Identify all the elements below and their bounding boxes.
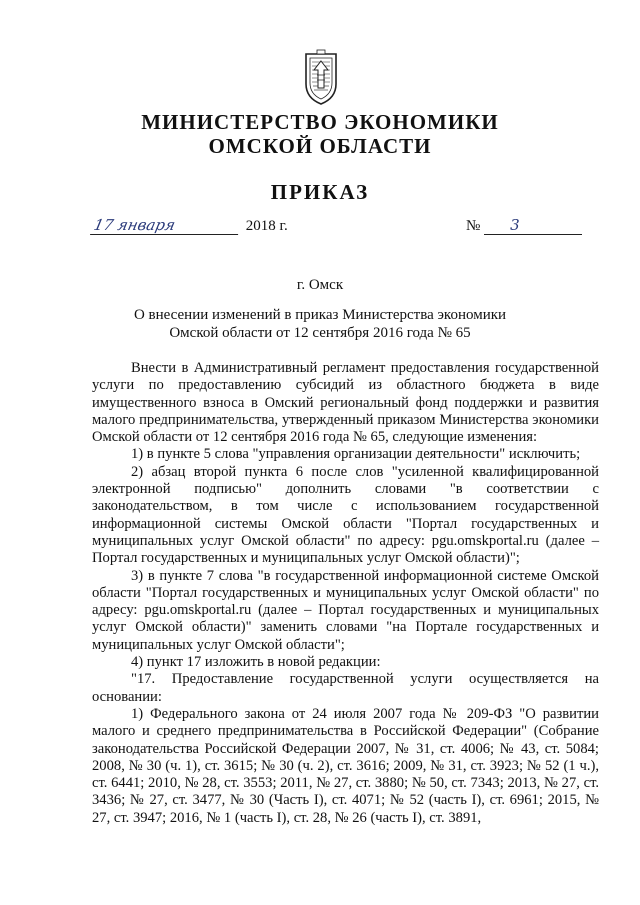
document-type-title: ПРИКАЗ xyxy=(270,180,370,204)
handwritten-number: 3 xyxy=(484,216,582,235)
date-year: 2018 г. xyxy=(245,218,288,234)
body-paragraph-item1: 1) в пункте 5 слова "управления организации деятельности" исключить; xyxy=(131,446,581,463)
body-paragraph-point17: "17. Предоставление государственной услуги осуществляется на основании: xyxy=(92,671,599,705)
subject-line1: О внесении изменений в приказ Министерства экономики xyxy=(133,307,507,323)
document-body xyxy=(92,360,599,827)
body-paragraph-law-ref: 1) Федерального закона от 24 июля 2007 года № 209-ФЗ "О развитии малого и среднего предпринимательства в Российской Федерации" (Собрание законодательства Российской Федерации 2007, № 31, ст. 4006; № 43, ст. 5084; 2008, № 30 (ч. 1), ст. 3615; № 30 (ч. 2), ст. 3616; 2009, № 31, ст. 3923; № 52 (1 ч.), ст. 6441; 2010, № 28, ст. 3553; 2011, № 27, ст. 3880; № 50, ст. 7343; 2013, № 27, ст. 3436; № 27, ст. 3477, № 30 (Часть I), ст. 4071; № 52 (часть I), ст. 6961; 2015, № 27, ст. 3947; 2016, № 1 (часть I), ст. 28, № 26 (часть I), ст. 3891, xyxy=(92,705,599,826)
body-paragraph-item4: 4) пункт 17 изложить в новой редакции: xyxy=(131,654,381,671)
omsk-coat-of-arms-icon xyxy=(302,48,340,106)
number-label: № xyxy=(466,218,481,234)
date-line xyxy=(92,216,288,235)
body-paragraph-item3: 3) в пункте 7 слова "в государственной информационной системе Омской области "Портал государственных и муниципальных услуг Омской области" по адресу: pgu.omskportal.ru (далее – Портал государственных и муниципальных услуг Омской области)" заменить словами "на Портале государственных и муниципальных услуг Омской области"; xyxy=(92,567,599,653)
subject-line2: Омской области от 12 сентября 2016 года № 65 xyxy=(169,325,471,341)
body-paragraph-item2: 2) абзац второй пункта 6 после слов "усиленной квалифицированной электронной подписью" дополнить словами "в соответствии с законодательством, в том числе с использованием государственной информационной системы Омской области "Портал государственных и муниципальных услуг Омской области" по адресу: pgu.omskportal.ru (далее – Портал государственных и муниципальных услуг Омской области)"; xyxy=(92,463,599,567)
ministry-name-line2: ОМСКОЙ ОБЛАСТИ xyxy=(208,134,432,158)
ministry-name-line1: МИНИСТЕРСТВО ЭКОНОМИКИ xyxy=(141,110,499,134)
body-paragraph-intro: Внести в Административный регламент предоставления государственной услуги по предоставлению субсидий из областного бюджета в виде имущественного взноса в Омский региональный фонд поддержки и развития малого предпринимательства, утвержденный приказом Министерства экономики Омской области от 12 сентября 2016 года № 65, следующие изменения: xyxy=(92,360,599,446)
city: г. Омск xyxy=(296,277,344,293)
number-line xyxy=(466,216,582,235)
document-subject xyxy=(0,306,640,342)
handwritten-date: 17 января xyxy=(90,216,242,235)
